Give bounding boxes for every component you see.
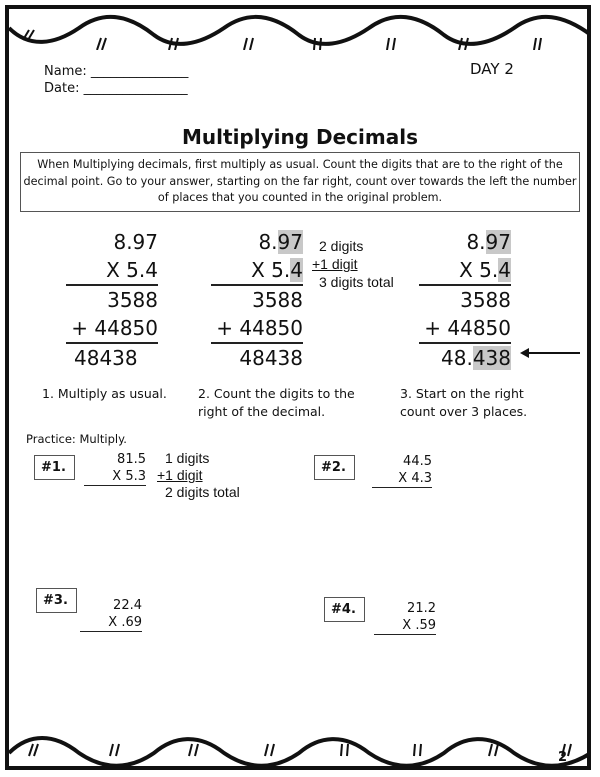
example-1-answer: 48438 <box>74 346 138 370</box>
example-2-count-note <box>312 237 394 291</box>
example-1-top: 8.97 <box>113 230 158 254</box>
example-3-top: 8.97 <box>466 230 511 254</box>
problem-3-number: #3. <box>36 588 77 613</box>
problem-1 <box>84 451 146 486</box>
problem-4 <box>374 600 436 635</box>
example-2-partial2: + 44850 <box>211 314 303 344</box>
date-blank: ________________ <box>83 81 188 96</box>
name-field[interactable] <box>44 64 188 79</box>
example-1-partial2: + 44850 <box>66 314 158 344</box>
example-1 <box>66 228 158 372</box>
instructions-box: When Multiplying decimals, first multiply as usual. Count the digits that are to the right of the decimal point. Go to your answer, starting on the far right, count over towards the left the number of places that you counted in the original problem. <box>20 152 580 212</box>
example-1-multiplier: X 5.4 <box>66 256 158 286</box>
example-3-multiplier: X 5.4 <box>419 256 511 286</box>
problem-1-number: #1. <box>34 455 75 480</box>
page-title: Multiplying Decimals <box>182 125 418 149</box>
example-1-partial1: 3588 <box>107 288 158 312</box>
note-line: 1 digits <box>165 450 210 466</box>
problem-1-top: 81.5 <box>117 452 146 467</box>
note-line: 2 digits total <box>165 484 240 500</box>
problem-2-number: #2. <box>314 455 355 480</box>
wavy-top-border <box>9 10 591 50</box>
name-label: Name: <box>44 64 87 79</box>
example-2-partial1: 3588 <box>252 288 303 312</box>
practice-label: Practice: Multiply. <box>26 432 127 446</box>
example-3-partial1: 3588 <box>460 288 511 312</box>
problem-4-multiplier: X .59 <box>374 617 436 635</box>
step-3: 3. Start on the right count over 3 places. <box>400 386 528 419</box>
example-2 <box>211 228 303 372</box>
example-2-answer: 48438 <box>239 346 303 370</box>
problem-1-count-note <box>157 450 240 501</box>
problem-3-top: 22.4 <box>113 598 142 613</box>
note-line: +1 digit <box>312 256 358 272</box>
problem-2 <box>372 453 432 488</box>
note-line: 3 digits total <box>319 274 394 290</box>
problem-3 <box>80 597 142 632</box>
step-2: 2. Count the digits to the right of the decimal. <box>198 386 355 419</box>
problem-4-top: 21.2 <box>407 601 436 616</box>
example-2-multiplier: X 5.4 <box>211 256 303 286</box>
note-line: 2 digits <box>319 238 364 254</box>
note-line: +1 digit <box>157 467 203 483</box>
date-label: Date: <box>44 81 80 96</box>
day-label: DAY 2 <box>470 60 514 78</box>
step-1: 1. Multiply as usual. <box>42 386 167 401</box>
name-blank: _______________ <box>90 64 189 79</box>
wavy-bottom-border <box>9 728 591 768</box>
problem-3-multiplier: X .69 <box>80 614 142 632</box>
example-3-partial2: + 44850 <box>419 314 511 344</box>
problem-1-multiplier: X 5.3 <box>84 468 146 486</box>
problem-4-number: #4. <box>324 597 365 622</box>
page-number: 2 <box>558 750 568 765</box>
example-2-top: 8.97 <box>258 230 303 254</box>
arrow-left-icon <box>520 346 582 360</box>
date-field[interactable] <box>44 81 188 96</box>
example-3 <box>419 228 511 372</box>
problem-2-multiplier: X 4.3 <box>372 470 432 488</box>
example-3-answer: 48.438 <box>441 346 511 370</box>
problem-2-top: 44.5 <box>403 454 432 469</box>
